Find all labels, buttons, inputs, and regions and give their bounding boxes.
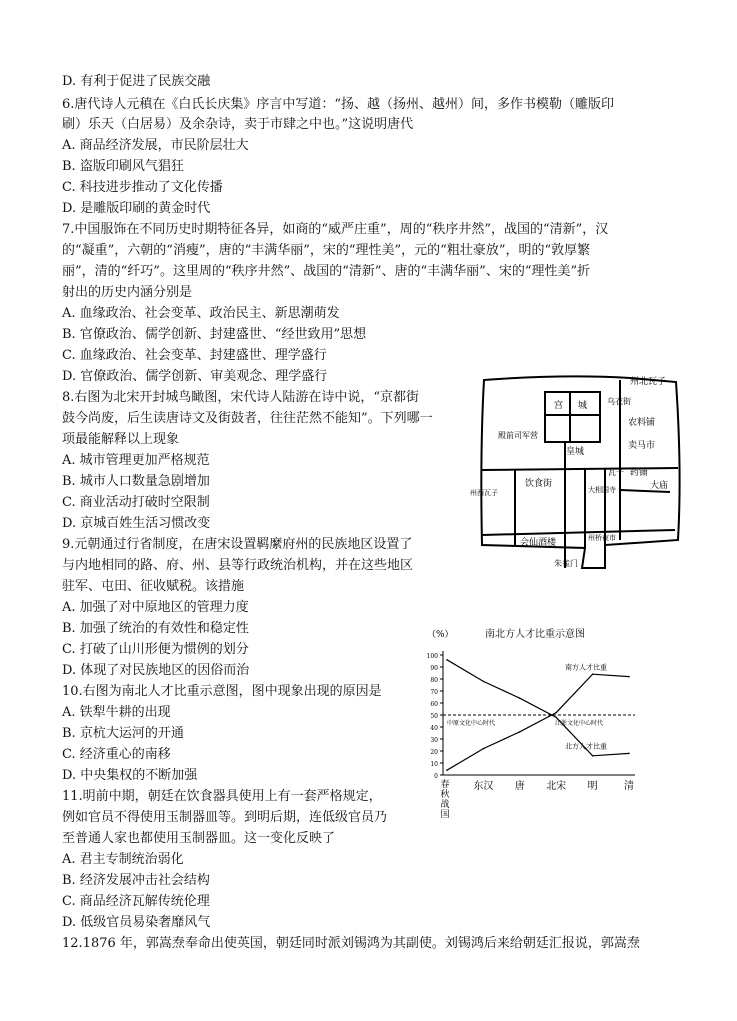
text-line: A. 城市管理更加严格规范 xyxy=(62,453,210,468)
text-line: 射出的历史内涵分别是 xyxy=(62,285,193,300)
y-tick-label: 100 xyxy=(426,653,438,660)
south-street-ew xyxy=(482,530,675,535)
y-tick-label: 30 xyxy=(430,737,438,744)
y-tick-label: 90 xyxy=(430,665,438,672)
series-point xyxy=(483,681,485,683)
text-line: B. 经济发展冲击社会结构 xyxy=(62,873,210,888)
series-point xyxy=(592,755,594,757)
text-line: A. 君主专制统治弱化 xyxy=(62,852,184,867)
annotation-jiangzhe: 江浙文化中心时代 xyxy=(555,720,604,727)
x-tick-label: 春 xyxy=(440,780,450,790)
main-street xyxy=(482,468,678,470)
text-line: B. 盗版印刷风气猖狂 xyxy=(62,159,184,174)
map-label-wuyi-jie: 乌衣街 xyxy=(607,397,631,406)
text-line: A. 血缘政治、社会变革、政治民主、新思潮萌发 xyxy=(62,306,340,321)
x-tick-label: 秋 xyxy=(440,790,450,800)
text-line: D. 低级官员易染奢靡风气 xyxy=(62,915,211,930)
map-label-huangcheng: 皇城 xyxy=(566,447,585,457)
map-label-cheng: 城 xyxy=(578,401,588,411)
y-tick-label: 20 xyxy=(430,749,438,756)
x-tick-label: 唐 xyxy=(514,781,525,792)
map-label-zhu-que-men: 朱雀门 xyxy=(554,559,578,568)
series-point xyxy=(628,676,630,678)
annotation-zhongyuan: 中原文化中心时代 xyxy=(447,720,496,727)
map-label-zhou-bei-wazi: 州北瓦子 xyxy=(630,377,667,387)
text-line: 9.元朝通过行省制度，在唐宋设置羁縻府州的民族地区设置了 xyxy=(62,537,413,552)
y-tick-label: 70 xyxy=(430,689,438,696)
legend-north: 北方人才比重 xyxy=(565,742,607,751)
map-label-nongke-pu: 农料铺 xyxy=(628,418,656,428)
text-line: 11.明前中期，朝廷在饮食器具使用上有一套严格规定， xyxy=(62,789,382,804)
text-line: B. 加强了统治的有效性和稳定性 xyxy=(62,621,249,636)
map-label-yinshi-jie: 饮食街 xyxy=(525,479,553,489)
text-line: A. 铁犁牛耕的出现 xyxy=(62,705,171,720)
text-line: C. 打破了山川形便为惯例的划分 xyxy=(62,642,249,657)
text-line: D. 有利于促进了民族交融 xyxy=(62,74,211,89)
text-line: 丽”，清的“纤巧”。这里周的“秩序井然”、战国的“清新”、唐的“丰满华丽”、宋的“理性美”折 xyxy=(62,264,591,279)
text-line: D. 京城百姓生活习惯改变 xyxy=(62,516,211,531)
series-point xyxy=(446,769,448,771)
text-line: D. 官僚政治、儒学创新、审美观念、理学盛行 xyxy=(62,369,328,384)
x-tick-label: 清 xyxy=(624,781,634,792)
text-line: C. 经济重心的南移 xyxy=(62,747,171,762)
map-label-huixian-jiulou: 会仙酒楼 xyxy=(520,538,557,548)
map-label-zhouqiao-yeshi: 州桥夜市 xyxy=(588,534,616,542)
text-line: 12.1876 年，郭嵩焘奉命出使英国，朝廷同时派刘锡鸿为其副使。刘锡鸿后来给朝廷汇报说，郭嵩焘 xyxy=(62,936,640,951)
y-tick-label: 50 xyxy=(430,713,438,720)
map-label-dianqian-si: 殿前司军营 xyxy=(498,431,538,440)
map-label-maima-shi: 卖马市 xyxy=(628,441,656,451)
series-point xyxy=(592,673,594,675)
text-line: D. 体现了对民族地区的因俗而治 xyxy=(62,663,250,678)
x-tick-label: 北宋 xyxy=(546,781,567,792)
text-line: 的“凝重”，六朝的“消瘦”，唐的“丰满华丽”，宋的“理性美”，元的“粗壮豪放”，明的“敦厚繁 xyxy=(62,243,591,258)
series-point xyxy=(483,748,485,750)
y-tick-label: 10 xyxy=(430,761,438,768)
series-point xyxy=(555,712,557,714)
text-line: 例如官员不得使用玉制器皿等。到明后期，连低级官员乃 xyxy=(62,810,388,825)
y-tick-label: 60 xyxy=(430,701,438,708)
x-tick-label: 明 xyxy=(587,781,598,792)
x-tick-label: 东汉 xyxy=(473,781,494,792)
series-point xyxy=(628,753,630,755)
y-tick-label: 80 xyxy=(430,677,438,684)
series-point xyxy=(519,697,521,699)
map-label-yao-pu: 药铺 xyxy=(630,468,649,478)
talent-ratio-chart xyxy=(425,625,640,825)
text-line: 鼓今尚废，后生读唐诗文及街鼓者，往往茫然不能知”。下列哪一 xyxy=(62,411,433,426)
text-line: 8.右图为北宋开封城鸟瞰图，宋代诗人陆游在诗中说，“京都街 xyxy=(62,390,420,405)
text-line: 刷）乐天（白居易）及余杂诗，卖于市肆之中也。”这说明唐代 xyxy=(62,117,414,132)
x-tick-label: 战 xyxy=(440,800,450,810)
map-label-wazi: 瓦子 xyxy=(608,468,624,477)
y-tick-label: 40 xyxy=(430,725,438,732)
legend-south: 南方人才比重 xyxy=(565,663,607,672)
text-line: 10.右图为南北人才比重示意图，图中现象出现的原因是 xyxy=(62,684,382,699)
imperial-city-block xyxy=(545,392,600,442)
text-line: C. 科技进步推动了文化传播 xyxy=(62,180,223,195)
text-line: 6.唐代诗人元稹在《白氏长庆集》序言中写道：“扬、越（扬州、越州）间，多作书模勒（雕版印 xyxy=(62,97,615,112)
text-line: C. 商业活动打破时空限制 xyxy=(62,495,210,510)
kaifeng-city-map xyxy=(470,370,685,570)
text-line: 至普通人家也都使用玉制器皿。这一变化反映了 xyxy=(62,831,336,846)
text-line: 驻军、屯田、征收赋税。该措施 xyxy=(62,579,245,594)
series-point xyxy=(519,731,521,733)
text-line: D. 是雕版印刷的黄金时代 xyxy=(62,201,211,216)
text-line: 7.中国服饰在不同历史时期特征各异，如商的“威严庄重”，周的“秩序井然”，战国的“清新”，汉 xyxy=(62,222,609,237)
text-line: B. 官僚政治、儒学创新、封建盛世、“经世致用”思想 xyxy=(62,327,367,342)
text-line: C. 血缘政治、社会变革、封建盛世、理学盛行 xyxy=(62,348,327,363)
series-point xyxy=(555,717,557,719)
map-label-da-xiangguo-si: 大相国寺 xyxy=(588,486,616,494)
text-line: D. 中央集权的不断加强 xyxy=(62,768,198,783)
series-point xyxy=(446,659,448,661)
x-tick-label: 国 xyxy=(440,810,450,820)
map-label-da-miao: 大庙 xyxy=(650,481,669,491)
text-line: B. 京杭大运河的开通 xyxy=(62,726,184,741)
map-label-gong: 宫 xyxy=(554,401,564,411)
text-line: 项最能解释以上现象 xyxy=(62,432,180,447)
y-tick-label: 0 xyxy=(434,773,438,780)
text-line: A. 商品经济发展，市民阶层壮大 xyxy=(62,138,249,153)
text-line: A. 加强了对中原地区的管理力度 xyxy=(62,600,249,615)
map-label-zhou-xi-wazi: 州西瓦子 xyxy=(470,489,498,497)
chart-ylabel: （%） xyxy=(427,630,454,640)
text-line: 与内地相同的路、府、州、县等行政统治机构，并在这些地区 xyxy=(62,558,414,573)
chart-title: 南北方人才比重示意图 xyxy=(485,629,585,640)
text-line: C. 商品经济瓦解传统伦理 xyxy=(62,894,210,909)
text-line: B. 城市人口数量急剧增加 xyxy=(62,474,210,489)
